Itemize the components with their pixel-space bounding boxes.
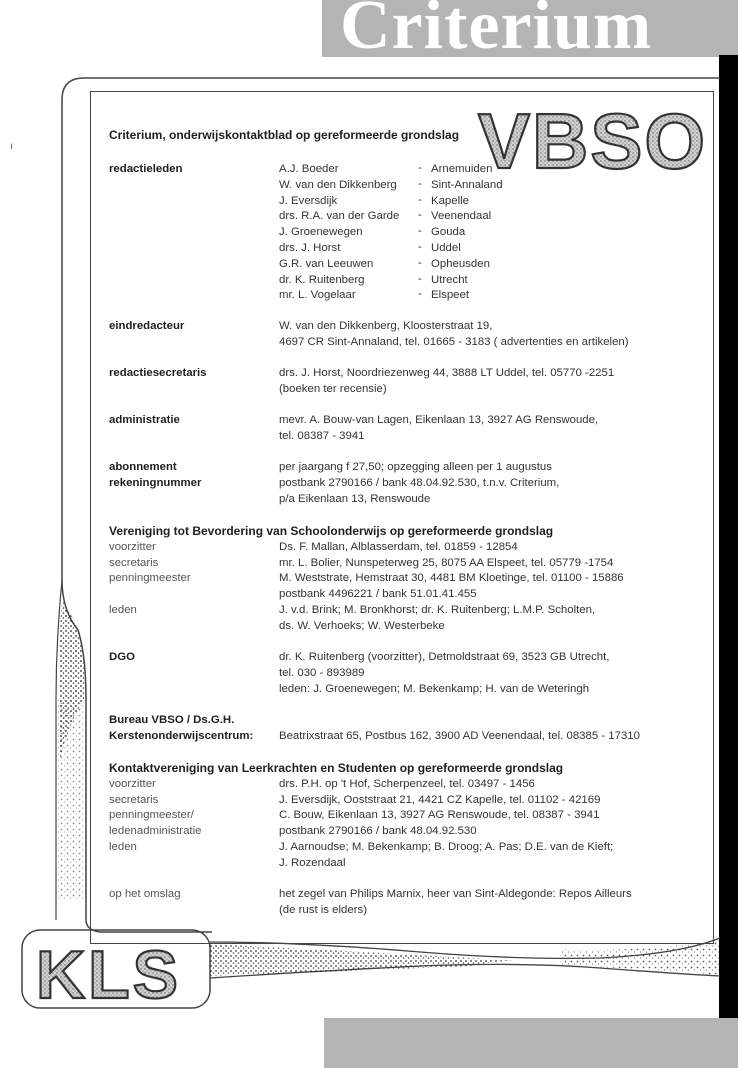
member-place: Kapelle [431, 195, 469, 207]
abonnement-line: p/a Eikenlaan 13, Renswoude [279, 493, 431, 505]
role-label: secretaris [109, 794, 159, 806]
bureau-label: Bureau VBSO / Ds.G.H. [109, 714, 235, 726]
role-value: mr. L. Bolier, Nunspeterweg 25, 8075 AA Elspeet, tel. 05779 -1754 [279, 557, 614, 569]
role-value: J. Aarnoudse; M. Bekenkamp; B. Droog; A. Pas; D.E. van de Kieft; [279, 841, 614, 853]
role-value: J. Rozendaal [279, 857, 346, 869]
role-value: C. Bouw, Eikenlaan 13, 3927 AG Renswoude, tel. 08387 - 3941 [279, 809, 600, 821]
eindredacteur-line: 4697 CR Sint-Annaland, tel. 01665 - 3183 ( advertenties en artikelen) [279, 336, 629, 348]
abonnement-line: per jaargang f 27,50; opzegging alleen per 1 augustus [279, 461, 552, 473]
bottom-bar [324, 1018, 738, 1068]
eindredacteur-label: eindredacteur [109, 320, 185, 332]
rekeningnummer-label: rekeningnummer [109, 477, 202, 489]
role-value: M. Weststrate, Hemstraat 30, 4481 BM Kloetinge, tel. 01100 - 15886 [279, 572, 624, 584]
member-name: W. van den Dikkenberg [279, 179, 397, 191]
member-name: mr. L. Vogelaar [279, 289, 356, 301]
member-sep: - [418, 288, 422, 300]
member-place: Veenendaal [431, 210, 492, 222]
member-sep: - [418, 178, 422, 190]
dgo-line: leden: J. Groenewegen; M. Bekenkamp; H. van de Weteringh [279, 683, 590, 695]
omslag-label: op het omslag [109, 888, 181, 900]
role-value: postbank 2790166 / bank 48.04.92.530 [279, 825, 477, 837]
member-sep: - [418, 225, 422, 237]
redactiesecretaris-line: (boeken ter recensie) [279, 383, 387, 395]
member-place: Elspeet [431, 289, 469, 301]
dgo-line: tel. 030 - 893989 [279, 667, 365, 679]
member-place: Utrecht [431, 274, 468, 286]
redactiesecretaris-line: drs. J. Horst, Noordriezenweg 44, 3888 LT Uddel, tel. 05770 -2251 [279, 367, 615, 379]
colophon-title: Criterium, onderwijskontaktblad op gereformeerde grondslag [109, 128, 460, 142]
kls-logo-text: KLS [36, 937, 181, 1013]
role-label: leden [109, 841, 137, 853]
omslag-line: (de rust is elders) [279, 904, 367, 916]
stray-mark: ı [10, 141, 13, 152]
role-value: J. v.d. Brink; M. Bronkhorst; dr. K. Ruitenberg; L.M.P. Scholten, [279, 604, 596, 616]
member-sep: - [418, 209, 422, 221]
member-name: A.J. Boeder [279, 163, 339, 175]
administratie-line: tel. 08387 - 3941 [279, 430, 365, 442]
member-name: dr. K. Ruitenberg [279, 274, 365, 286]
eindredacteur-line: W. van den Dikkenberg, Kloosterstraat 19, [279, 320, 493, 332]
redactiesecretaris-label: redactiesecretaris [109, 367, 207, 379]
member-sep: - [418, 273, 422, 285]
vereniging-heading: Vereniging tot Bevordering van Schoolonderwijs op gereformeerde grondslag [109, 524, 554, 538]
dgo-line: dr. K. Ruitenberg (voorzitter), Detmoldstraat 69, 3523 GB Utrecht, [279, 651, 610, 663]
member-name: J. Eversdijk [279, 195, 338, 207]
member-sep: - [418, 257, 422, 269]
role-value: ds. W. Verhoeks; W. Westerbeke [279, 620, 445, 632]
member-sep: - [418, 194, 422, 206]
role-label: secretaris [109, 557, 159, 569]
page-edge [719, 55, 738, 1018]
member-name: drs. J. Horst [279, 242, 341, 254]
role-value: drs. P.H. op 't Hof, Scherpenzeel, tel. 03497 - 1456 [279, 778, 535, 790]
role-value: postbank 4496221 / bank 51.01.41.455 [279, 588, 477, 600]
member-place: Arnemuiden [431, 163, 493, 175]
administratie-line: mevr. A. Bouw-van Lagen, Eikenlaan 13, 3927 AG Renswoude, [279, 414, 599, 426]
vbso-logo-text: VBSO [478, 97, 708, 185]
administratie-label: administratie [109, 414, 180, 426]
member-place: Uddel [431, 242, 461, 254]
role-label: leden [109, 604, 137, 616]
abonnement-line: postbank 2790166 / bank 48.04.92.530, t.n.v. Criterium, [279, 477, 560, 489]
role-label: penningmeester/ [109, 809, 194, 821]
abonnement-label: abonnement [109, 461, 177, 473]
bureau-label: Kerstenonderwijscentrum: [109, 730, 254, 742]
dgo-label: DGO [109, 651, 135, 663]
omslag-line: het zegel van Philips Marnix, heer van Sint-Aldegonde: Repos Ailleurs [279, 888, 632, 900]
role-value: J. Eversdijk, Ooststraat 21, 4421 CZ Kapelle, tel. 01102 - 42169 [279, 794, 601, 806]
banner-title: Criterium [340, 0, 653, 64]
role-label: penningmeester [109, 572, 191, 584]
member-sep: - [418, 241, 422, 253]
member-place: Sint-Annaland [431, 179, 503, 191]
member-place: Gouda [431, 226, 466, 238]
role-label: ledenadministratie [109, 825, 202, 837]
bureau-value: Beatrixstraat 65, Postbus 162, 3900 AD Veenendaal, tel. 08385 - 17310 [279, 730, 640, 742]
member-name: drs. R.A. van der Garde [279, 210, 400, 222]
role-label: voorzitter [109, 541, 156, 553]
member-name: J. Groenewegen [279, 226, 363, 238]
redactie-label: redactieleden [109, 163, 183, 175]
member-name: G.R. van Leeuwen [279, 258, 374, 270]
kontakt-heading: Kontaktvereniging van Leerkrachten en Studenten op gereformeerde grondslag [109, 761, 564, 775]
role-value: Ds. F. Mallan, Alblasserdam, tel. 01859 - 12854 [279, 541, 518, 553]
role-label: voorzitter [109, 778, 156, 790]
member-sep: - [418, 162, 422, 174]
member-place: Opheusden [431, 258, 490, 270]
